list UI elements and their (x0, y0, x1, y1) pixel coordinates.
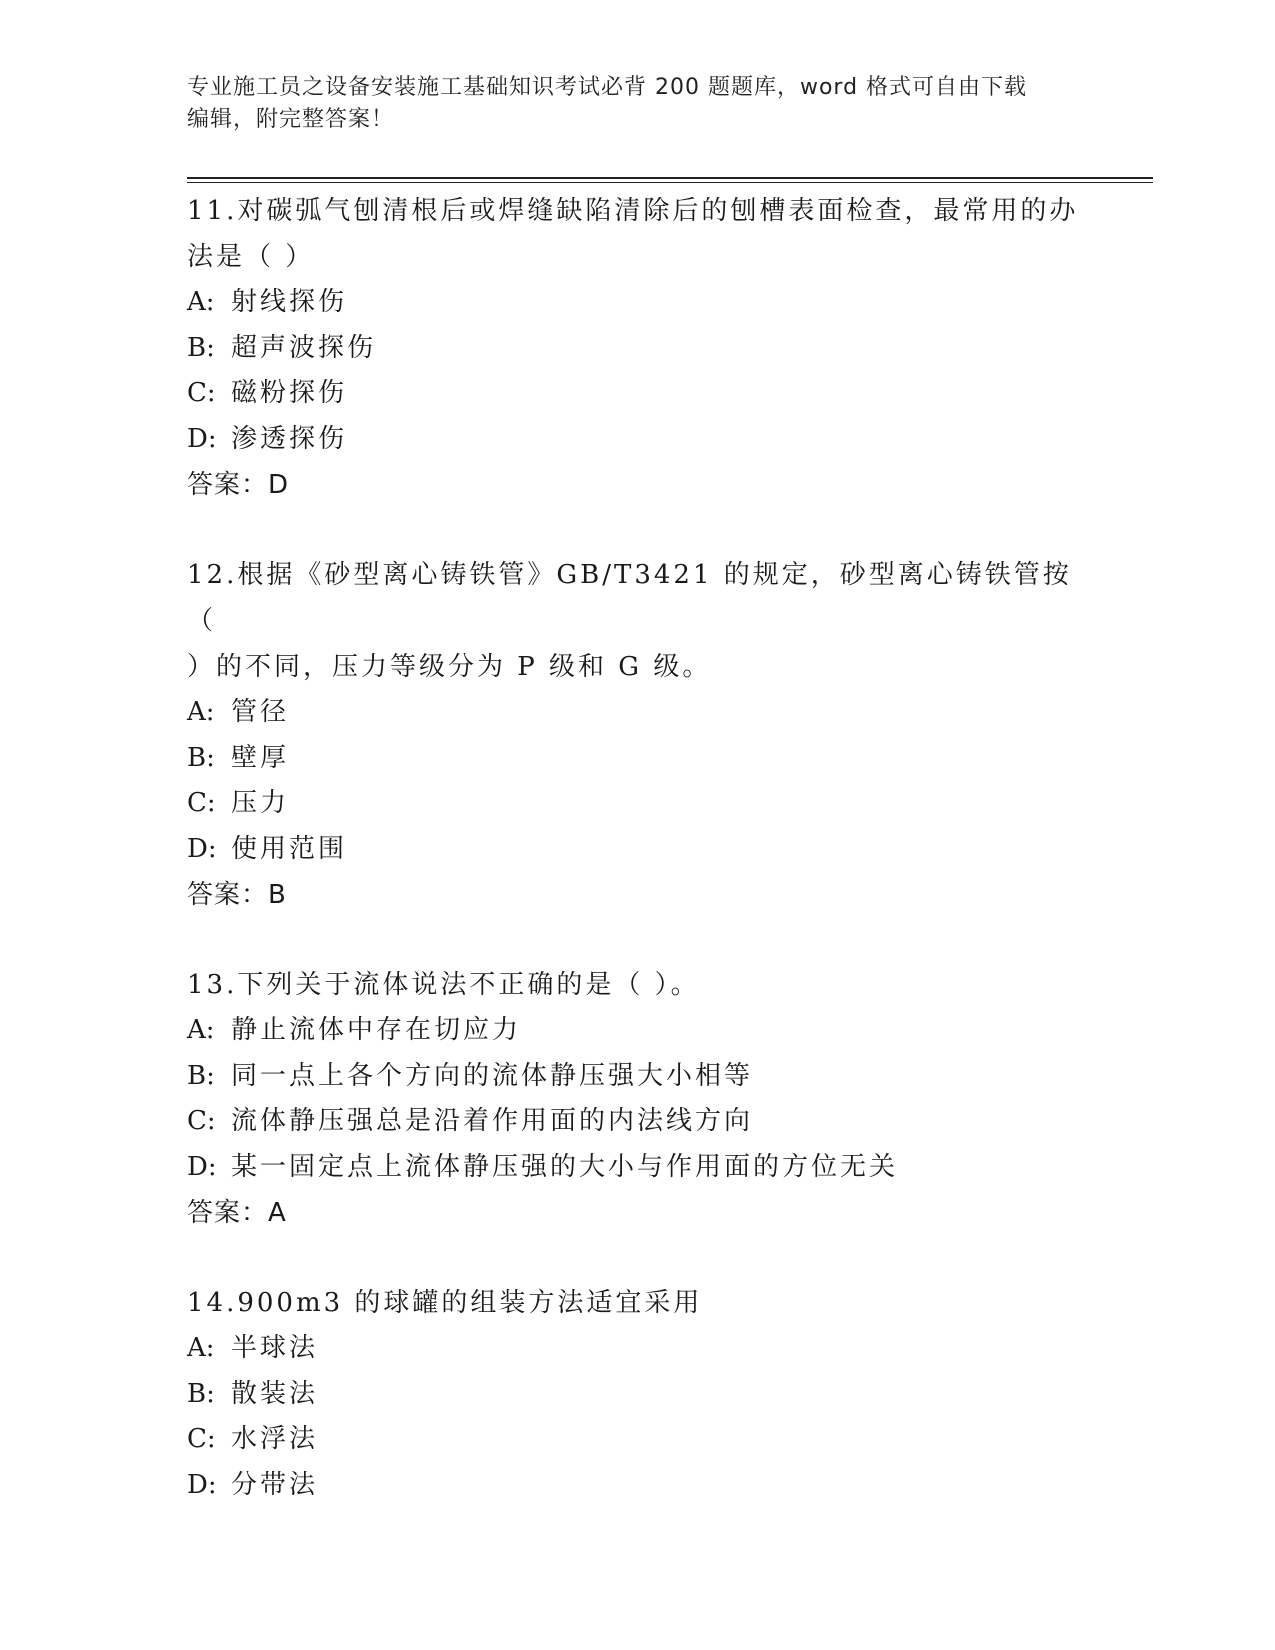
option-d (187, 1145, 1087, 1191)
header-divider-thin (187, 182, 1153, 183)
option-key: C: (187, 1424, 216, 1454)
option-text: 压力 (231, 788, 290, 818)
question-text-line: 法是（ ） (187, 242, 315, 272)
option-key: B: (187, 742, 215, 773)
question-12 (187, 552, 1087, 918)
option-key: A: (187, 1015, 215, 1045)
option-c (187, 371, 1087, 417)
option-text: 射线探伤 (231, 287, 348, 317)
option-text: 某一固定点上流体静压强的大小与作用面的方位无关 (231, 1151, 899, 1182)
option-c (187, 781, 1087, 827)
question-text-line: ）的不同，压力等级分为 P 级和 G 级。 (187, 652, 712, 682)
option-key: D: (187, 833, 217, 864)
option-key: A: (187, 287, 215, 317)
option-text: 渗透探伤 (231, 423, 348, 454)
option-text: 管径 (231, 697, 290, 727)
option-key: C: (187, 378, 216, 408)
option-key: B: (187, 1378, 215, 1409)
option-key: C: (187, 1106, 216, 1136)
document-header (187, 72, 1067, 136)
answer: 答案：D (187, 470, 290, 500)
answer: 答案：B (187, 880, 287, 910)
option-text: 静止流体中存在切应力 (231, 1015, 522, 1045)
option-key: C: (187, 788, 216, 818)
option-text: 分带法 (231, 1469, 319, 1500)
question-text-line: 14.900m3 的球罐的组装方法适宜采用 (187, 1288, 703, 1318)
question-11 (187, 188, 1087, 508)
option-text: 散装法 (231, 1378, 319, 1409)
option-c (187, 1099, 1087, 1145)
question-14 (187, 1280, 1087, 1508)
option-d (187, 827, 1087, 873)
option-text: 壁厚 (231, 742, 290, 773)
option-a (187, 1008, 1087, 1054)
option-c (187, 1417, 1087, 1463)
option-text: 使用范围 (231, 833, 348, 864)
option-key: D: (187, 1469, 217, 1500)
option-key: B: (187, 1060, 215, 1091)
option-text: 半球法 (231, 1333, 319, 1363)
option-text: 同一点上各个方向的流体静压强大小相等 (231, 1060, 754, 1091)
option-a (187, 690, 1087, 736)
option-b (187, 1372, 1087, 1418)
question-text-line: 12.根据《砂型离心铸铁管》GB/T3421 的规定，砂型离心铸铁管按（ (187, 560, 1072, 636)
header-line-1: 专业施工员之设备安装施工基础知识考试必背 200 题题库，word 格式可自由下载 (187, 75, 1028, 100)
option-text: 流体静压强总是沿着作用面的内法线方向 (231, 1106, 754, 1136)
question-list (187, 188, 1087, 1552)
question-text-line: 13.下列关于流体说法不正确的是（ ）。 (187, 970, 700, 1000)
header-divider (187, 177, 1153, 179)
question-text-line: 11.对碳弧气刨清根后或焊缝缺陷清除后的刨槽表面检查，最常用的办 (187, 196, 1079, 226)
option-key: D: (187, 423, 217, 454)
header-line-2: 编辑，附完整答案！ (187, 107, 395, 132)
option-key: A: (187, 1333, 215, 1363)
option-text: 水浮法 (231, 1424, 319, 1454)
option-key: B: (187, 332, 215, 363)
option-b (187, 326, 1087, 372)
option-a (187, 1326, 1087, 1372)
option-d (187, 417, 1087, 463)
option-a (187, 280, 1087, 326)
answer: 答案：A (187, 1198, 287, 1228)
option-text: 超声波探伤 (231, 332, 377, 363)
option-key: D: (187, 1151, 217, 1182)
option-text: 磁粉探伤 (231, 378, 348, 408)
option-key: A: (187, 697, 215, 727)
option-b (187, 1054, 1087, 1100)
option-d (187, 1463, 1087, 1509)
question-13 (187, 962, 1087, 1236)
option-b (187, 736, 1087, 782)
